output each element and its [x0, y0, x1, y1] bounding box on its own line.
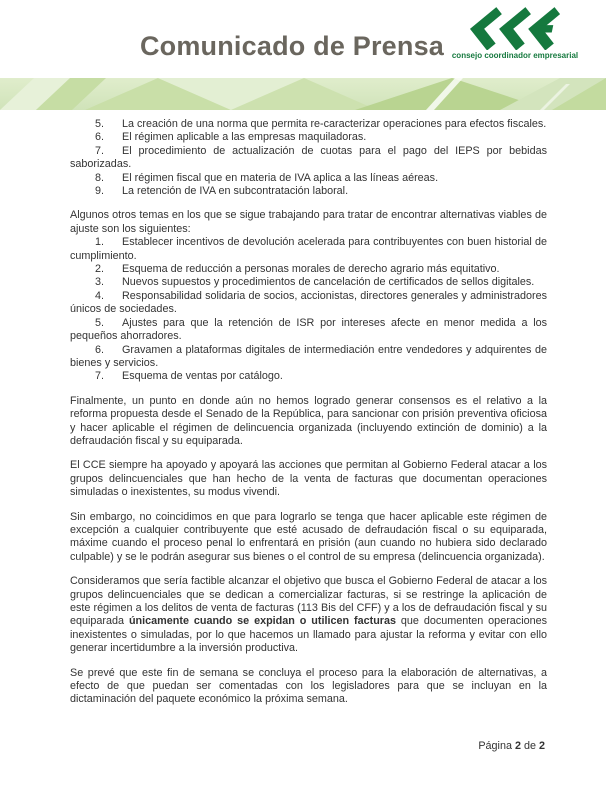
- list-item: [70, 317, 547, 344]
- list-item: [70, 131, 547, 144]
- list-item-number: 2.: [95, 263, 105, 276]
- list-item-number: 9.: [95, 185, 105, 198]
- list-item-number: 7.: [95, 144, 105, 157]
- page-number-of: de: [523, 740, 536, 752]
- list-item-number: 6.: [95, 131, 105, 144]
- decorative-green-band: [0, 78, 606, 110]
- list-item: [70, 172, 547, 185]
- list-item: [70, 118, 547, 131]
- page-title: Comunicado de Prensa: [139, 31, 445, 61]
- page-number-label: Página: [478, 740, 512, 752]
- list-item-text: Esquema de ventas por catálogo.: [122, 370, 283, 383]
- list-item-number: 7.: [95, 370, 105, 383]
- list-item-text: La retención de IVA en subcontratación laboral.: [122, 185, 349, 198]
- list-item-text: El régimen aplicable a las empresas maquiladoras.: [122, 131, 367, 144]
- list-item-number: 5.: [95, 316, 105, 329]
- list-item: [70, 236, 547, 263]
- triangle-pattern-icon: [0, 78, 606, 110]
- page-number: [478, 740, 545, 752]
- list-item-text: La creación de una norma que permita re-caracterizar operaciones para efectos fiscales.: [122, 118, 547, 130]
- list-item: [70, 145, 547, 172]
- list-item-number: 8.: [95, 171, 105, 184]
- paragraph-finalmente: Finalmente, un punto en donde aún no hemos logrado generar consensos es el relativo a la reforma propuesta desde el Senado de la República, para sancionar con prisión preventiva oficiosa y hacer aplicable el régimen de delincuencia organizada (incluyendo extinción de dominio) a la defraudación fiscal y su equiparada.: [70, 394, 547, 447]
- page-number-total: 2: [538, 740, 545, 752]
- list-item: [70, 344, 547, 371]
- paragraph-consideramos-bold: únicamente cuando se expidan o utilicen facturas: [128, 615, 397, 628]
- paragraph-sin-embargo: Sin embargo, no coincidimos en que para lograrlo se tenga que hacer aplicable este régimen de excepción a cualquier contribuyente que esté acusado de defraudación fiscal o su equiparada, máxime cuando el proceso penal lo enfrentará en prisión (aun cuando no hubiera sido declarado culpable) y se le podrán asegurar sus bienes o el control de su empresa (delincuencia organizada).: [70, 510, 547, 563]
- list-continued: [70, 118, 547, 198]
- list-item-number: 5.: [95, 118, 105, 130]
- list-item-text: El régimen fiscal que en materia de IVA aplica a las líneas aéreas.: [122, 171, 439, 184]
- paragraph-consideramos-pre: Consideramos que sería factible alcanzar el objetivo que busca el Gobierno Federal de atacar a los grupos delincuenciales que se dedican a comercializar facturas, si se restringe la aplicación de este régimen a los delitos de venta de facturas (113 Bis del CFF) y a los de defraudación fiscal y su equiparada: [70, 575, 547, 628]
- list-item-number: 4.: [95, 289, 105, 302]
- list-item-number: 3.: [95, 276, 105, 289]
- paragraph-cce: El CCE siempre ha apoyado y apoyará las acciones que permitan al Gobierno Federal atacar a los grupos delincuenciales que han hecho de la venta de facturas que documentan operaciones simuladas o inexistentes, su modus vivendi.: [70, 459, 547, 499]
- list-item-number: 1.: [95, 236, 105, 249]
- list-item: [70, 263, 547, 276]
- list-item-text: Gravamen a plataformas digitales de intermediación entre vendedores y adquirentes de bienes y servicios.: [70, 343, 547, 369]
- list-topics: [70, 236, 547, 383]
- list-item: [70, 370, 547, 383]
- list-item-text: El procedimiento de actualización de cuotas para el pago del IEPS por bebidas saborizadas.: [70, 144, 547, 171]
- list-item-text: Establecer incentivos de devolución acelerada para contribuyentes con buen historial de cumplimiento.: [70, 236, 547, 262]
- paragraph-intro: Algunos otros temas en los que se sigue trabajando para tratar de encontrar alternativas viables de ajuste son los siguientes:: [70, 209, 547, 235]
- list-item-text: Ajustes para que la retención de ISR por intereses afecte en menor medida a los pequeños ahorradores.: [70, 316, 547, 343]
- list-item: [70, 185, 547, 198]
- cce-logo: [451, 4, 579, 60]
- page-number-current: 2: [514, 740, 521, 752]
- list-item: [70, 276, 547, 289]
- paragraph-se-preve: Se prevé que este fin de semana se concluya el proceso para la elaboración de alternativas, a efecto de que puedan ser comentadas con los legisladores para que se incluyan en la dictaminación del paquete económico la próxima semana.: [70, 666, 547, 706]
- document-body: [70, 118, 547, 707]
- list-item-text: Esquema de reducción a personas morales de derecho agrario más equitativo.: [122, 263, 500, 276]
- list-item-number: 6.: [95, 343, 105, 356]
- cce-logo-caption: consejo coordinador empresarial: [451, 51, 579, 60]
- list-item-text: Nuevos supuestos y procedimientos de cancelación de certificados de sellos digitales.: [122, 276, 535, 289]
- paragraph-consideramos: [70, 575, 547, 655]
- list-item-text: Responsabilidad solidaria de socios, accionistas, directores generales y administradores únicos de sociedades.: [70, 289, 547, 316]
- list-item: [70, 290, 547, 317]
- cce-logo-mark: [455, 4, 575, 50]
- paragraph-consideramos-post: que documenten operaciones inexistentes o simuladas, por lo que hacemos un llamado para ajustar la reforma y evitar con ello generar incertidumbre a la inversión productiva.: [70, 615, 548, 655]
